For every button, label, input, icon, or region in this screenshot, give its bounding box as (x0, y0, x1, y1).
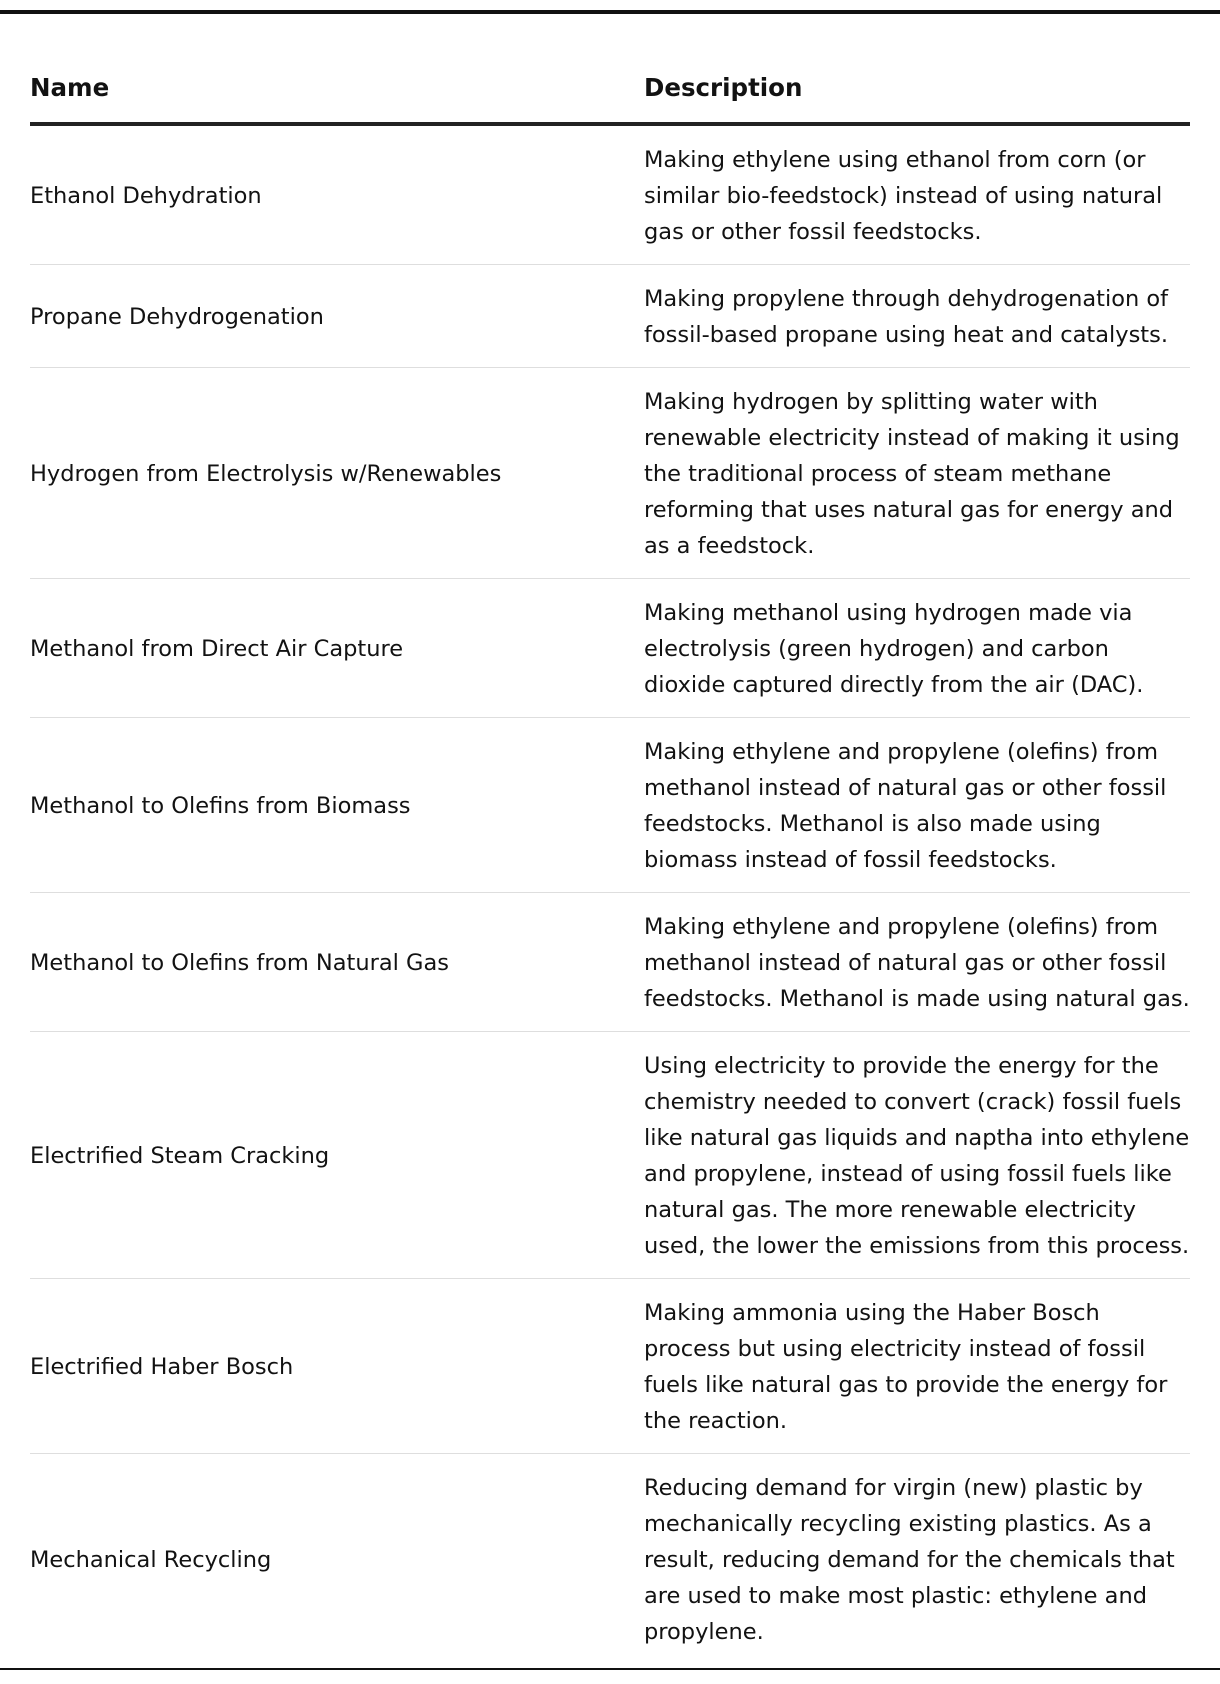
table-row (30, 1454, 1190, 1665)
row-description: Making ammonia using the Haber Bosch process but using electricity instead of fossil fuels like natural gas to provide the energy for the reaction. (644, 1279, 1190, 1454)
row-name: Mechanical Recycling (30, 1547, 272, 1573)
row-description: Making ethylene and propylene (olefins) from methanol instead of natural gas or other fossil feedstocks. Methanol is made using natural gas. (644, 893, 1190, 1032)
row-name: Propane Dehydrogenation (30, 265, 644, 368)
row-name: Methanol from Direct Air Capture (30, 579, 644, 718)
row-name: Electrified Haber Bosch (30, 1279, 644, 1454)
row-description: Making hydrogen by splitting water with renewable electricity instead of making it using the traditional process of steam methane reforming that uses natural gas for energy and as a feedstock. (644, 368, 1190, 579)
row-name: Electrified Steam Cracking (30, 1032, 644, 1279)
row-name: Hydrogen from Electrolysis w/Renewables (30, 368, 644, 579)
table-row (30, 265, 1190, 368)
row-description: Reducing demand for virgin (new) plastic by mechanically recycling existing plastics. As a result, reducing demand for the chemicals that are used to make most plastic: ethylene and propylene. (644, 1475, 1175, 1645)
row-description: Making ethylene and propylene (olefins) from methanol instead of natural gas or other fossil feedstocks. Methanol is also made using biomass instead of fossil feedstocks. (644, 718, 1190, 893)
top-rule (0, 10, 1220, 14)
table-row (30, 1279, 1190, 1454)
table-row (30, 893, 1190, 1032)
row-name: Ethanol Dehydration (30, 124, 644, 265)
row-name: Methanol to Olefins from Biomass (30, 718, 644, 893)
row-description: Making methanol using hydrogen made via electrolysis (green hydrogen) and carbon dioxide captured directly from the air (DAC). (644, 579, 1190, 718)
bottom-rule (0, 1668, 1220, 1670)
table-row (30, 124, 1190, 265)
technology-table-container (30, 40, 1190, 1664)
table-row (30, 368, 1190, 579)
table-body (30, 124, 1190, 1664)
row-description: Making ethylene using ethanol from corn (or similar bio-feedstock) instead of using natural gas or other fossil feedstocks. (644, 124, 1190, 265)
table-header (30, 40, 1190, 124)
table-row (30, 1032, 1190, 1279)
table-row (30, 579, 1190, 718)
row-description: Using electricity to provide the energy for the chemistry needed to convert (crack) fossil fuels like natural gas liquids and naptha into ethylene and propylene, instead of using fossil fuels like natural gas. The more renewable electricity used, the lower the emissions from this process. (644, 1032, 1190, 1279)
technology-table (30, 40, 1190, 1664)
column-header-name: Name (30, 40, 644, 124)
row-name: Methanol to Olefins from Natural Gas (30, 893, 644, 1032)
header-row (30, 40, 1190, 124)
column-header-description: Description (644, 40, 1190, 124)
table-row (30, 718, 1190, 893)
row-description: Making propylene through dehydrogenation of fossil-based propane using heat and catalysts. (644, 265, 1190, 368)
